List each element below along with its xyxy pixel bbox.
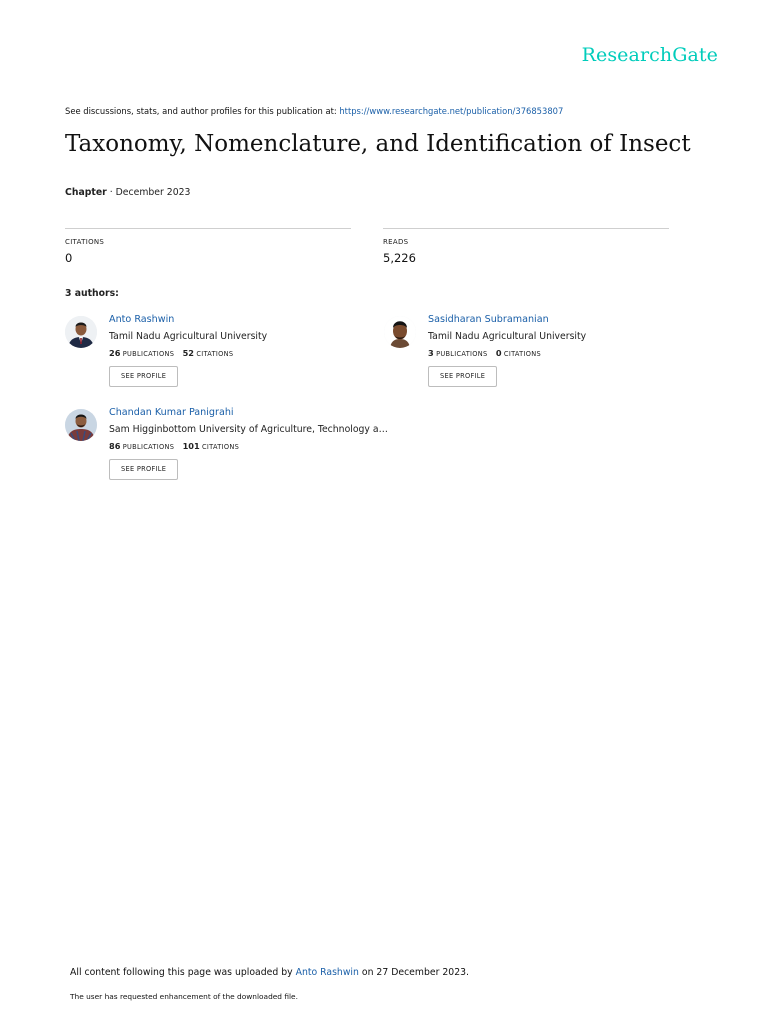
person-avatar-icon[interactable]: [384, 316, 416, 348]
publications-label: PUBLICATIONS: [436, 350, 488, 358]
authors-heading: 3 authors:: [65, 288, 119, 299]
reads-stat: [383, 228, 669, 265]
citations-count: 101: [182, 441, 200, 451]
discussion-prefix: See discussions, stats, and author profiles for this publication at:: [65, 106, 337, 116]
citations-count: 0: [495, 348, 502, 358]
see-profile-button[interactable]: SEE PROFILE: [109, 366, 178, 387]
author-institution: Tamil Nadu Agricultural University: [109, 331, 268, 342]
citations-count: 52: [182, 348, 194, 358]
upload-prefix: All content following this page was uploaded by: [70, 967, 293, 978]
citations-label: CITATIONS: [503, 350, 541, 358]
meta-separator: ·: [109, 187, 113, 198]
enhancement-note: The user has requested enhancement of the downloaded file.: [70, 992, 298, 1001]
publication-title: Taxonomy, Nomenclature, and Identification of Insect: [65, 131, 691, 157]
upload-notice: [70, 967, 469, 978]
publications-count: 26: [109, 348, 121, 358]
author-name-link[interactable]: Anto Rashwin: [109, 314, 175, 325]
author-info: [109, 407, 389, 480]
uploader-link[interactable]: Anto Rashwin: [295, 967, 359, 978]
publication-date: December 2023: [115, 187, 191, 198]
person-avatar-icon[interactable]: [65, 316, 97, 348]
see-profile-button[interactable]: SEE PROFILE: [109, 459, 178, 480]
citations-label: CITATIONS: [65, 238, 105, 246]
author-info: [109, 314, 389, 387]
researchgate-logo[interactable]: ResearchGate: [581, 44, 718, 66]
discussion-line: [65, 106, 563, 116]
reads-value: 5,226: [383, 251, 416, 265]
author-info: [428, 314, 708, 387]
publications-label: PUBLICATIONS: [122, 350, 175, 358]
publication-url-link[interactable]: https://www.researchgate.net/publication/376853807: [339, 106, 564, 116]
author-counts: [109, 441, 389, 452]
author-counts: [428, 348, 708, 359]
publication-meta: [65, 187, 190, 198]
publications-label: PUBLICATIONS: [122, 443, 175, 451]
person-avatar-icon[interactable]: [65, 409, 97, 441]
publications-count: 86: [109, 441, 121, 451]
citations-label: CITATIONS: [196, 350, 234, 358]
citations-stat: [65, 228, 351, 265]
author-institution: Sam Higginbottom University of Agriculture, Technology a…: [109, 424, 388, 435]
publication-type: Chapter: [65, 187, 107, 198]
see-profile-button[interactable]: SEE PROFILE: [428, 366, 497, 387]
author-name-link[interactable]: Chandan Kumar Panigrahi: [109, 407, 234, 418]
author-counts: [109, 348, 389, 359]
citations-label: CITATIONS: [202, 443, 240, 451]
author-name-link[interactable]: Sasidharan Subramanian: [428, 314, 549, 325]
author-institution: Tamil Nadu Agricultural University: [428, 331, 587, 342]
publications-count: 3: [428, 348, 434, 358]
upload-suffix: on 27 December 2023.: [361, 967, 469, 978]
citations-value: 0: [65, 251, 73, 265]
reads-label: READS: [383, 238, 409, 246]
